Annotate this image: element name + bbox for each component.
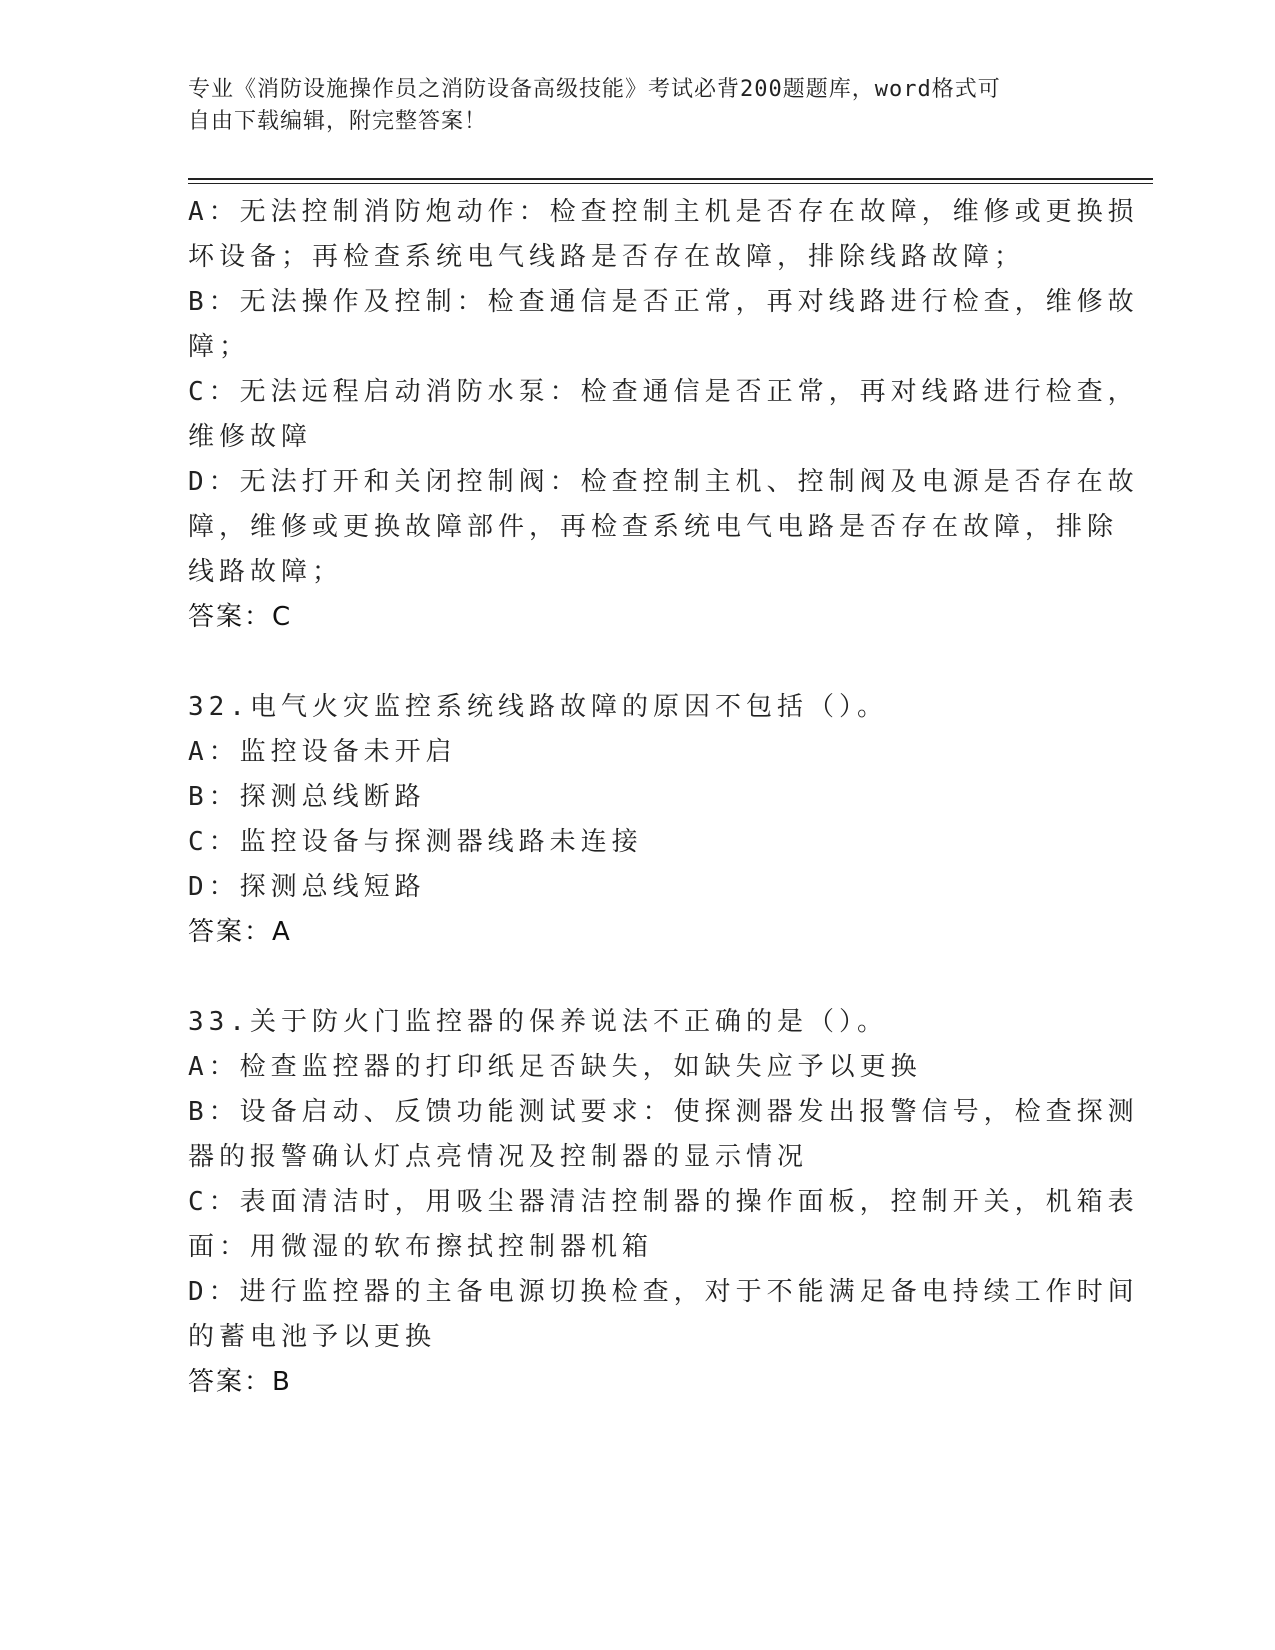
header-line-2: 自由下载编辑，附完整答案！ (188, 109, 488, 134)
option-c-line-2: 维修故障 (188, 422, 313, 452)
answer-31: 答案：C (188, 602, 293, 632)
option-c: C：监控设备与探测器线路未连接 (188, 827, 643, 857)
option-d-line-2: 的蓄电池予以更换 (188, 1322, 437, 1352)
option-d-line-1: D：无法打开和关闭控制阀：检查控制主机、控制阀及电源是否存在故 (188, 467, 1139, 497)
option-c-line-2: 面：用微湿的软布擦拭控制器机箱 (188, 1232, 654, 1262)
question-32-block (188, 685, 1078, 955)
option-d-line-1: D：进行监控器的主备电源切换检查，对于不能满足备电持续工作时间 (188, 1277, 1139, 1307)
option-a: A：检查监控器的打印纸足否缺失，如缺失应予以更换 (188, 1052, 922, 1082)
option-a-line-2: 坏设备；再检查系统电气线路是否存在故障，排除线路故障； (188, 242, 1026, 272)
spacer (188, 640, 1078, 685)
document-body (188, 190, 1139, 1405)
answer-32: 答案：A (188, 917, 292, 947)
option-d-line-2: 障，维修或更换故障部件，再检查系统电气电路是否存在故障，排除 (188, 512, 1119, 542)
option-a: A：监控设备未开启 (188, 737, 457, 767)
option-c-line-1: C：无法远程启动消防水泵：检查通信是否正常，再对线路进行检查， (188, 377, 1139, 407)
question-32-text: 32.电气火灾监控系统线路故障的原因不包括（）。 (188, 692, 888, 722)
option-d: D：探测总线短路 (188, 872, 426, 902)
option-b-line-1: B：设备启动、反馈功能测试要求：使探测器发出报警信号，检查探测 (188, 1097, 1139, 1127)
option-b-line-1: B：无法操作及控制：检查通信是否正常，再对线路进行检查，维修故 (188, 287, 1139, 317)
document-header (188, 74, 1068, 138)
question-33-text: 33.关于防火门监控器的保养说法不正确的是（）。 (188, 1007, 888, 1037)
option-a-line-1: A：无法控制消防炮动作：检查控制主机是否存在故障，维修或更换损 (188, 197, 1139, 227)
header-line-1: 专业《消防设施操作员之消防设备高级技能》考试必背200题题库，word格式可 (188, 77, 1001, 102)
option-d-line-3: 线路故障； (188, 557, 344, 587)
option-c-line-1: C：表面清洁时，用吸尘器清洁控制器的操作面板，控制开关，机箱表 (188, 1187, 1139, 1217)
question-33-block (188, 1000, 1139, 1405)
spacer (188, 955, 1078, 1000)
answer-33: 答案：B (188, 1367, 292, 1397)
option-b: B：探测总线断路 (188, 782, 426, 812)
header-rule-thick (188, 178, 1153, 180)
header-rule-thin (188, 183, 1153, 184)
question-31-block (188, 190, 1139, 640)
option-b-line-2: 器的报警确认灯点亮情况及控制器的显示情况 (188, 1142, 809, 1172)
option-b-line-2: 障； (188, 332, 251, 362)
